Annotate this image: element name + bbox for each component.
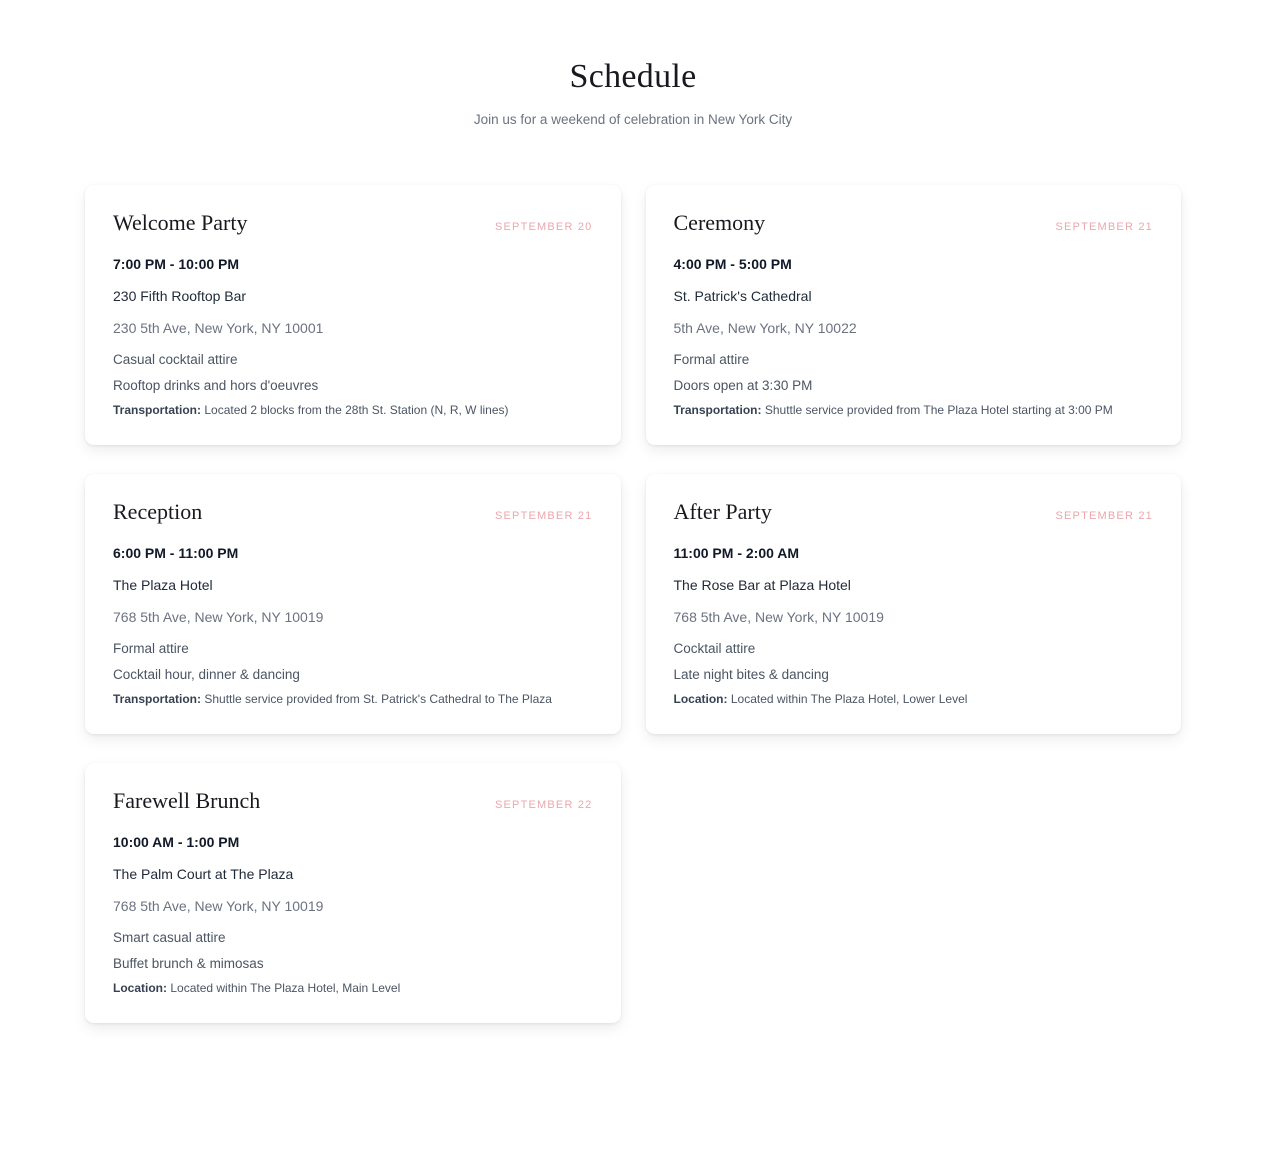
card-header	[674, 209, 1154, 237]
note-label: Transportation:	[673, 403, 762, 417]
event-attire: Formal attire	[113, 641, 189, 656]
event-time: 7:00 PM - 10:00 PM	[113, 256, 240, 272]
event-title: Reception	[113, 499, 203, 524]
event-description: Buffet brunch & mimosas	[113, 956, 264, 971]
event-time: 10:00 AM - 1:00 PM	[113, 834, 240, 850]
event-attire: Casual cocktail attire	[113, 352, 238, 367]
event-attire: Smart casual attire	[113, 930, 226, 945]
event-venue: 230 Fifth Rooftop Bar	[113, 288, 247, 304]
event-time: 6:00 PM - 11:00 PM	[113, 545, 239, 561]
page-header	[0, 0, 1266, 128]
event-time: 4:00 PM - 5:00 PM	[673, 256, 792, 272]
event-venue: The Rose Bar at Plaza Hotel	[673, 577, 851, 593]
event-address: 768 5th Ave, New York, NY 10019	[113, 609, 324, 625]
event-card-farewell-brunch	[85, 763, 621, 1023]
event-time: 11:00 PM - 2:00 AM	[673, 545, 800, 561]
event-note	[113, 691, 593, 707]
event-venue: The Plaza Hotel	[113, 577, 213, 593]
card-header	[113, 209, 593, 237]
event-title: Ceremony	[673, 210, 766, 235]
event-description: Late night bites & dancing	[673, 667, 829, 682]
card-header	[674, 498, 1154, 526]
event-description: Rooftop drinks and hors d'oeuvres	[113, 378, 319, 393]
event-note	[113, 402, 593, 418]
event-date-badge: SEPTEMBER 21	[1055, 510, 1153, 522]
event-note	[113, 980, 593, 996]
note-text: Shuttle service provided from St. Patrick's Cathedral to The Plaza	[204, 692, 552, 706]
page-subtitle: Join us for a weekend of celebration in New York City	[473, 112, 793, 127]
event-attire: Cocktail attire	[673, 641, 756, 656]
event-venue: The Palm Court at The Plaza	[113, 866, 294, 882]
card-header	[113, 787, 593, 815]
event-venue: St. Patrick's Cathedral	[673, 288, 812, 304]
event-date-badge: SEPTEMBER 20	[494, 221, 593, 233]
event-title: After Party	[673, 499, 772, 524]
event-description: Cocktail hour, dinner & dancing	[113, 667, 300, 682]
note-label: Location:	[113, 981, 167, 995]
note-label: Location:	[673, 692, 728, 706]
card-header	[113, 498, 593, 526]
event-note	[674, 402, 1154, 418]
event-date-badge: SEPTEMBER 21	[494, 510, 593, 522]
events-grid	[85, 185, 1181, 1153]
event-address: 768 5th Ave, New York, NY 10019	[673, 609, 884, 625]
event-address: 5th Ave, New York, NY 10022	[673, 320, 857, 336]
note-text: Located within The Plaza Hotel, Lower Level	[730, 692, 968, 706]
event-card-after-party	[646, 474, 1182, 734]
event-attire: Formal attire	[673, 352, 750, 367]
event-title: Farewell Brunch	[113, 788, 261, 813]
page-title: Schedule	[569, 58, 697, 95]
event-date-badge: SEPTEMBER 21	[1055, 221, 1153, 233]
event-title: Welcome Party	[113, 210, 248, 235]
event-card-welcome-party	[85, 185, 621, 445]
note-text: Located within The Plaza Hotel, Main Level	[170, 981, 401, 995]
event-card-reception	[85, 474, 621, 734]
event-date-badge: SEPTEMBER 22	[494, 799, 593, 811]
note-text: Shuttle service provided from The Plaza Hotel starting at 3:00 PM	[764, 403, 1113, 417]
note-text: Located 2 blocks from the 28th St. Station (N, R, W lines)	[204, 403, 509, 417]
event-address: 768 5th Ave, New York, NY 10019	[113, 898, 324, 914]
note-label: Transportation:	[113, 692, 202, 706]
event-description: Doors open at 3:30 PM	[673, 378, 813, 393]
event-address: 230 5th Ave, New York, NY 10001	[113, 320, 324, 336]
event-note	[674, 691, 1154, 707]
event-card-ceremony	[646, 185, 1182, 445]
note-label: Transportation:	[113, 403, 202, 417]
